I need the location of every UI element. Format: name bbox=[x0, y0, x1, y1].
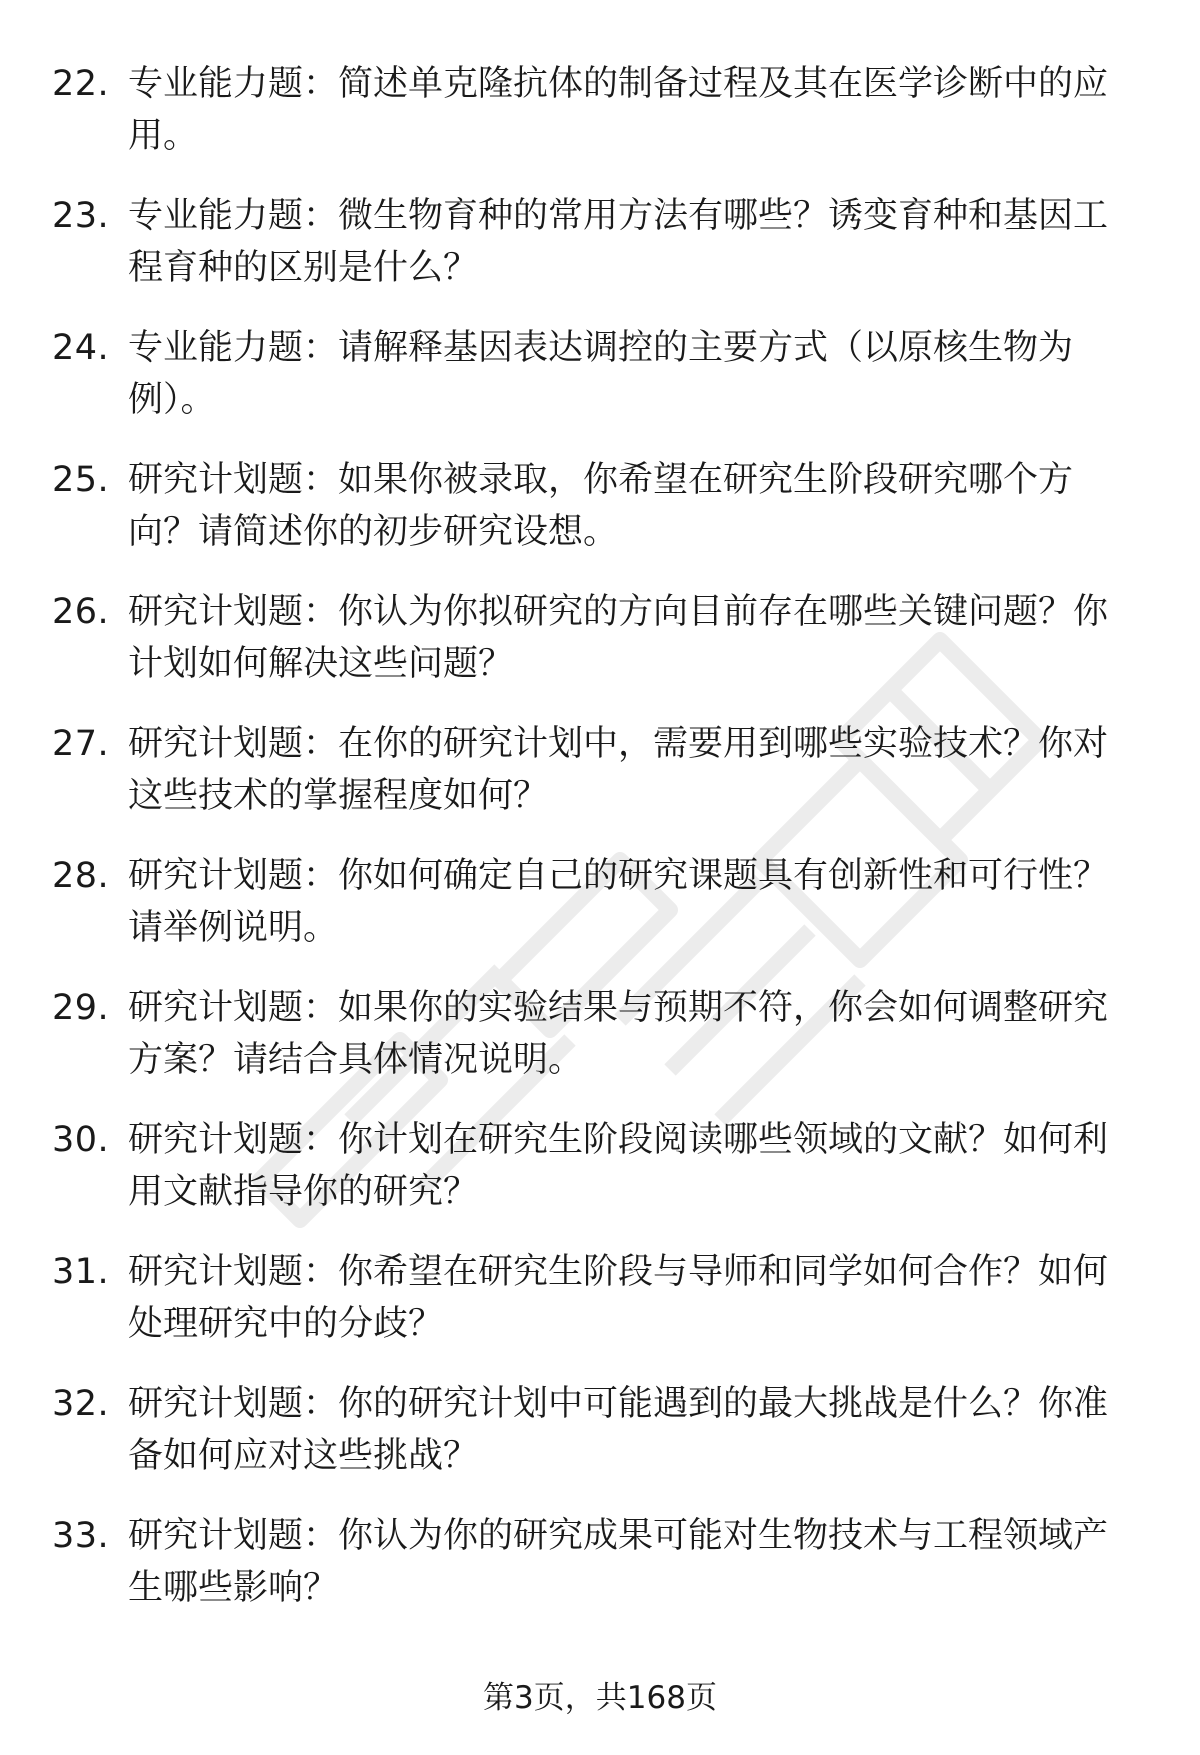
list-item bbox=[52, 850, 1152, 982]
question-number: 33. bbox=[52, 1516, 110, 1556]
question-number: 24. bbox=[52, 328, 110, 368]
list-item bbox=[52, 1510, 1152, 1642]
question-text: 研究计划题：如果你被录取，你希望在研究生阶段研究哪个方向？请简述你的初步研究设想。 bbox=[128, 460, 1074, 552]
question-text: 专业能力题：请解释基因表达调控的主要方式（以原核生物为例）。 bbox=[128, 328, 1074, 420]
list-item bbox=[52, 1378, 1152, 1510]
list-item bbox=[52, 1246, 1152, 1378]
question-number: 29. bbox=[52, 988, 110, 1028]
question-number: 22. bbox=[52, 64, 110, 104]
question-text: 专业能力题：微生物育种的常用方法有哪些？诱变育种和基因工程育种的区别是什么？ bbox=[128, 196, 1109, 288]
question-text: 研究计划题：如果你的实验结果与预期不符，你会如何调整研究方案？请结合具体情况说明。 bbox=[128, 988, 1109, 1080]
list-item bbox=[52, 586, 1152, 718]
question-list bbox=[52, 58, 1152, 1642]
question-number: 25. bbox=[52, 460, 110, 500]
question-text: 研究计划题：你希望在研究生阶段与导师和同学如何合作？如何处理研究中的分歧？ bbox=[128, 1252, 1109, 1344]
question-number: 26. bbox=[52, 592, 110, 632]
question-text: 研究计划题：你的研究计划中可能遇到的最大挑战是什么？你准备如何应对这些挑战？ bbox=[128, 1384, 1109, 1476]
list-item bbox=[52, 982, 1152, 1114]
list-item bbox=[52, 1114, 1152, 1246]
question-number: 30. bbox=[52, 1120, 110, 1160]
question-number: 23. bbox=[52, 196, 110, 236]
list-item bbox=[52, 454, 1152, 586]
question-number: 28. bbox=[52, 856, 110, 896]
question-text: 研究计划题：你如何确定自己的研究课题具有创新性和可行性？请举例说明。 bbox=[128, 856, 1109, 948]
question-number: 31. bbox=[52, 1252, 110, 1292]
question-text: 研究计划题：你计划在研究生阶段阅读哪些领域的文献？如何利用文献指导你的研究？ bbox=[128, 1120, 1109, 1212]
question-number: 32. bbox=[52, 1384, 110, 1424]
list-item bbox=[52, 58, 1152, 190]
list-item bbox=[52, 718, 1152, 850]
question-text: 研究计划题：你认为你的研究成果可能对生物技术与工程领域产生哪些影响？ bbox=[128, 1516, 1109, 1608]
question-text: 研究计划题：在你的研究计划中，需要用到哪些实验技术？你对这些技术的掌握程度如何？ bbox=[128, 724, 1109, 816]
page-footer: 第3页，共168页 bbox=[483, 1680, 717, 1716]
question-text: 研究计划题：你认为你拟研究的方向目前存在哪些关键问题？你计划如何解决这些问题？ bbox=[128, 592, 1109, 684]
list-item bbox=[52, 322, 1152, 454]
question-number: 27. bbox=[52, 724, 110, 764]
question-text: 专业能力题：简述单克隆抗体的制备过程及其在医学诊断中的应用。 bbox=[128, 64, 1109, 156]
list-item bbox=[52, 190, 1152, 322]
